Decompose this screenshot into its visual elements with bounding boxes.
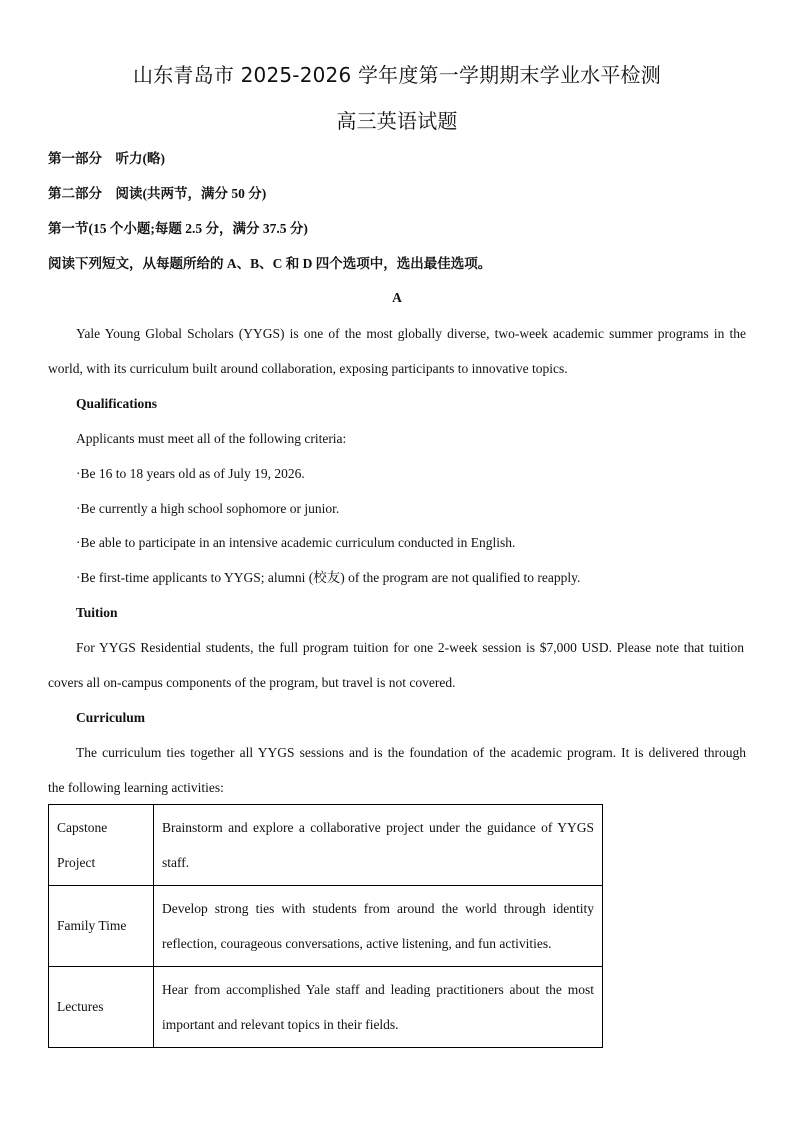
activities-table [48, 804, 603, 1048]
table-row [49, 886, 603, 967]
intro-line-2: world, with its curriculum built around collaboration, exposing participants to innovative topics. [48, 361, 568, 376]
activity-desc-line: Hear from accomplished Yale staff and leading practitioners about the most [162, 982, 594, 997]
table-row [49, 967, 603, 1048]
activity-desc-cell [154, 805, 603, 886]
tuition-line-1: For YYGS Residential students, the full program tuition for one 2-week session is $7,000 USD. Please note that tuition [76, 640, 744, 655]
qualifications-intro: Applicants must meet all of the following criteria: [76, 431, 347, 446]
activity-desc-cell [154, 886, 603, 967]
activity-desc-cell [154, 967, 603, 1048]
activity-desc-line: staff. [162, 855, 190, 870]
activity-name-cell [49, 805, 154, 886]
criteria-item: ·Be able to participate in an intensive academic curriculum conducted in English. [76, 535, 516, 550]
activity-desc [162, 810, 594, 880]
exam-subtitle: 高三英语试题 [336, 109, 458, 133]
activity-desc-line: important and relevant topics in their fields. [162, 1017, 399, 1032]
activity-name-line: Project [57, 855, 96, 870]
exam-title: 山东青岛市 2025-2026 学年度第一学期期末学业水平检测 [133, 63, 661, 87]
criteria-item: ·Be 16 to 18 years old as of July 19, 2026. [76, 466, 305, 481]
activity-desc-line: Develop strong ties with students from around the world through identity [162, 901, 594, 916]
curriculum-line-2: the following learning activities: [48, 780, 224, 795]
criteria-item: ·Be first-time applicants to YYGS; alumni (校友) of the program are not qualified to reapply. [76, 570, 581, 585]
curriculum-line-1: The curriculum ties together all YYGS sessions and is the foundation of the academic program. It is delivered through [76, 745, 746, 760]
activity-name-cell [49, 967, 154, 1048]
activity-name-line: Capstone [57, 820, 108, 835]
activity-desc [162, 972, 594, 1042]
activity-desc-line: Brainstorm and explore a collaborative project under the guidance of YYGS [162, 820, 594, 835]
activity-desc-line: reflection, courageous conversations, active listening, and fun activities. [162, 936, 552, 951]
passage-label: A [392, 290, 402, 305]
instruction-text: 阅读下列短文，从每题所给的 A、B、C 和 D 四个选项中，选出最佳选项。 [48, 256, 492, 271]
activity-name [57, 810, 145, 880]
activity-name-cell [49, 886, 154, 967]
intro-line-1: Yale Young Global Scholars (YYGS) is one of the most globally diverse, two-week academic summer programs in the [76, 326, 746, 341]
activity-desc [162, 891, 594, 961]
part2-heading: 第二部分 阅读(共两节，满分 50 分) [48, 186, 267, 201]
table-row [49, 805, 603, 886]
tuition-heading: Tuition [76, 605, 118, 620]
activity-name: Lectures [57, 999, 104, 1014]
activity-name: Family Time [57, 918, 127, 933]
curriculum-heading: Curriculum [76, 710, 145, 725]
qualifications-heading: Qualifications [76, 396, 158, 411]
part1-heading: 第一部分 听力(略) [48, 151, 165, 166]
tuition-line-2: covers all on-campus components of the program, but travel is not covered. [48, 675, 456, 690]
section1-heading: 第一节(15 个小题;每题 2.5 分，满分 37.5 分) [48, 221, 308, 236]
criteria-item: ·Be currently a high school sophomore or junior. [76, 501, 340, 516]
